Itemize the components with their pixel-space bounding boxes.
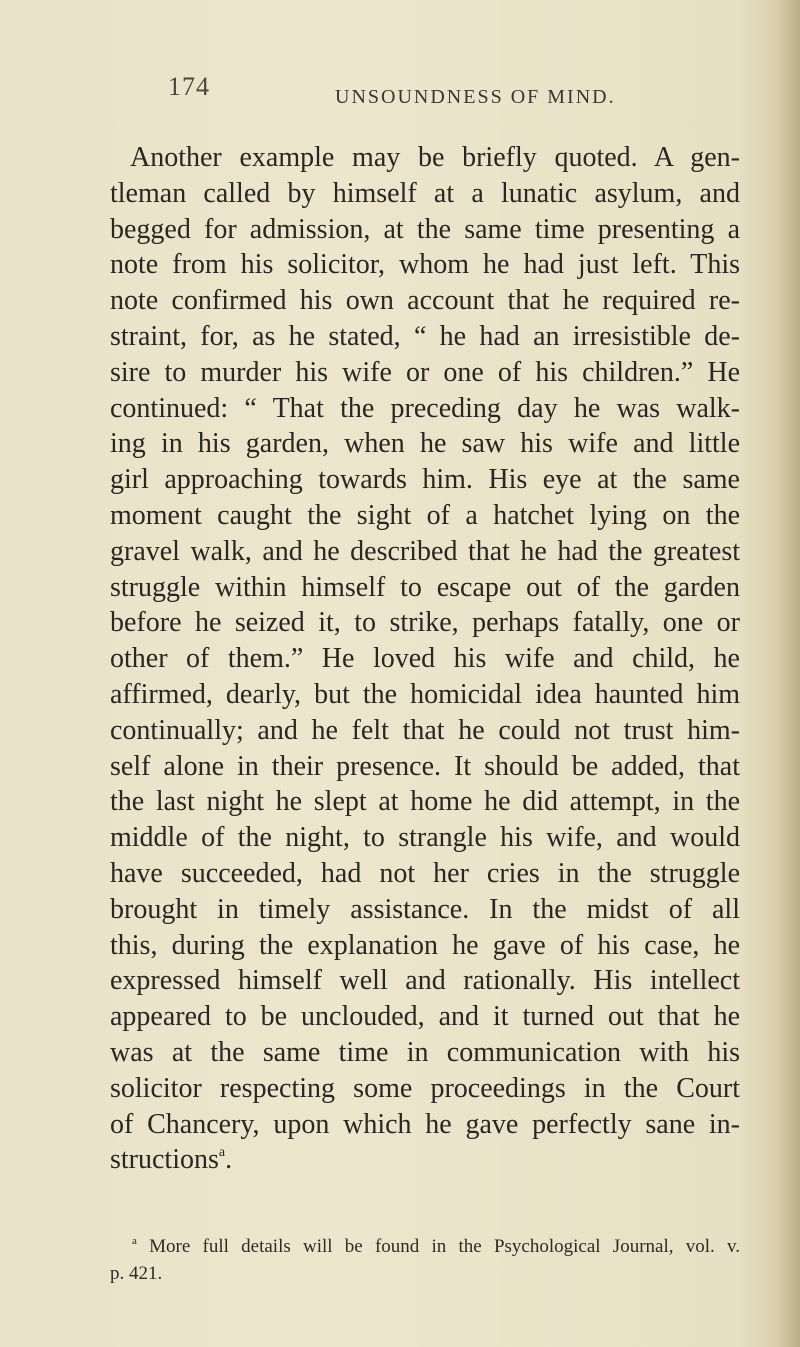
text-line: before he seized it, to strike, perhaps fatally, one or bbox=[110, 607, 740, 639]
footnote-line bbox=[110, 1233, 740, 1260]
text-line: gravel walk, and he described that he had the greatest bbox=[110, 535, 740, 567]
text-line: affirmed, dearly, but the homicidal idea haunted him bbox=[110, 678, 740, 710]
text-line: continually; and he felt that he could not trust him- bbox=[110, 714, 740, 746]
text-line: sire to murder his wife or one of his children.” He bbox=[110, 356, 740, 388]
text-line: continued: “ That the preceding day he was walk- bbox=[110, 392, 740, 424]
text-line: moment caught the sight of a hatchet lying on the bbox=[110, 499, 740, 531]
text-line: tleman called by himself at a lunatic asylum, and bbox=[110, 177, 740, 209]
text-line: brought in timely assistance. In the midst of all bbox=[110, 893, 740, 925]
text-line: other of them.” He loved his wife and child, he bbox=[110, 643, 740, 675]
text-line: self alone in their presence. It should be added, that bbox=[110, 750, 740, 782]
text-line: solicitor respecting some proceedings in the Court bbox=[110, 1072, 740, 1104]
text-line: middle of the night, to strangle his wife, and would bbox=[110, 822, 740, 854]
text-line: of Chancery, upon which he gave perfectly sane in- bbox=[110, 1108, 740, 1140]
text-line: ing in his garden, when he saw his wife and little bbox=[110, 428, 740, 460]
final-line-period: . bbox=[225, 1144, 233, 1176]
text-line: have succeeded, had not her cries in the struggle bbox=[110, 857, 740, 889]
page-number: 174 bbox=[168, 72, 210, 101]
final-line-text: structions bbox=[110, 1144, 219, 1176]
footnote-mark: a bbox=[132, 1235, 137, 1247]
text-line: note confirmed his own account that he required re- bbox=[110, 285, 740, 317]
text-line: note from his solicitor, whom he had just left. This bbox=[110, 249, 740, 281]
text-line-final bbox=[110, 1142, 740, 1178]
text-line: the last night he slept at home he did attempt, in the bbox=[110, 786, 740, 818]
running-head: UNSOUNDNESS OF MIND. bbox=[335, 86, 616, 108]
footnote-reference: a bbox=[218, 1145, 226, 1161]
text-line: appeared to be unclouded, and it turned out that he bbox=[110, 1001, 740, 1033]
text-line: Another example may be briefly quoted. A gen- bbox=[130, 142, 740, 173]
text-line: struggle within himself to escape out of the garden bbox=[110, 571, 740, 603]
text-line: this, during the explanation he gave of his case, he bbox=[110, 929, 740, 961]
footnote-line: p. 421. bbox=[110, 1263, 163, 1284]
footnote bbox=[110, 1233, 740, 1287]
text-line: straint, for, as he stated, “ he had an irresistible de- bbox=[110, 320, 740, 352]
text-line: was at the same time in communication with his bbox=[110, 1036, 740, 1068]
text-line: begged for admission, at the same time presenting a bbox=[110, 213, 740, 245]
footnote-text: More full details will be found in the Psychological Journal, vol. v. bbox=[149, 1236, 741, 1257]
text-line: expressed himself well and rationally. His intellect bbox=[110, 965, 740, 997]
text-line: girl approaching towards him. His eye at the same bbox=[110, 464, 740, 496]
body-paragraph bbox=[110, 140, 740, 1178]
